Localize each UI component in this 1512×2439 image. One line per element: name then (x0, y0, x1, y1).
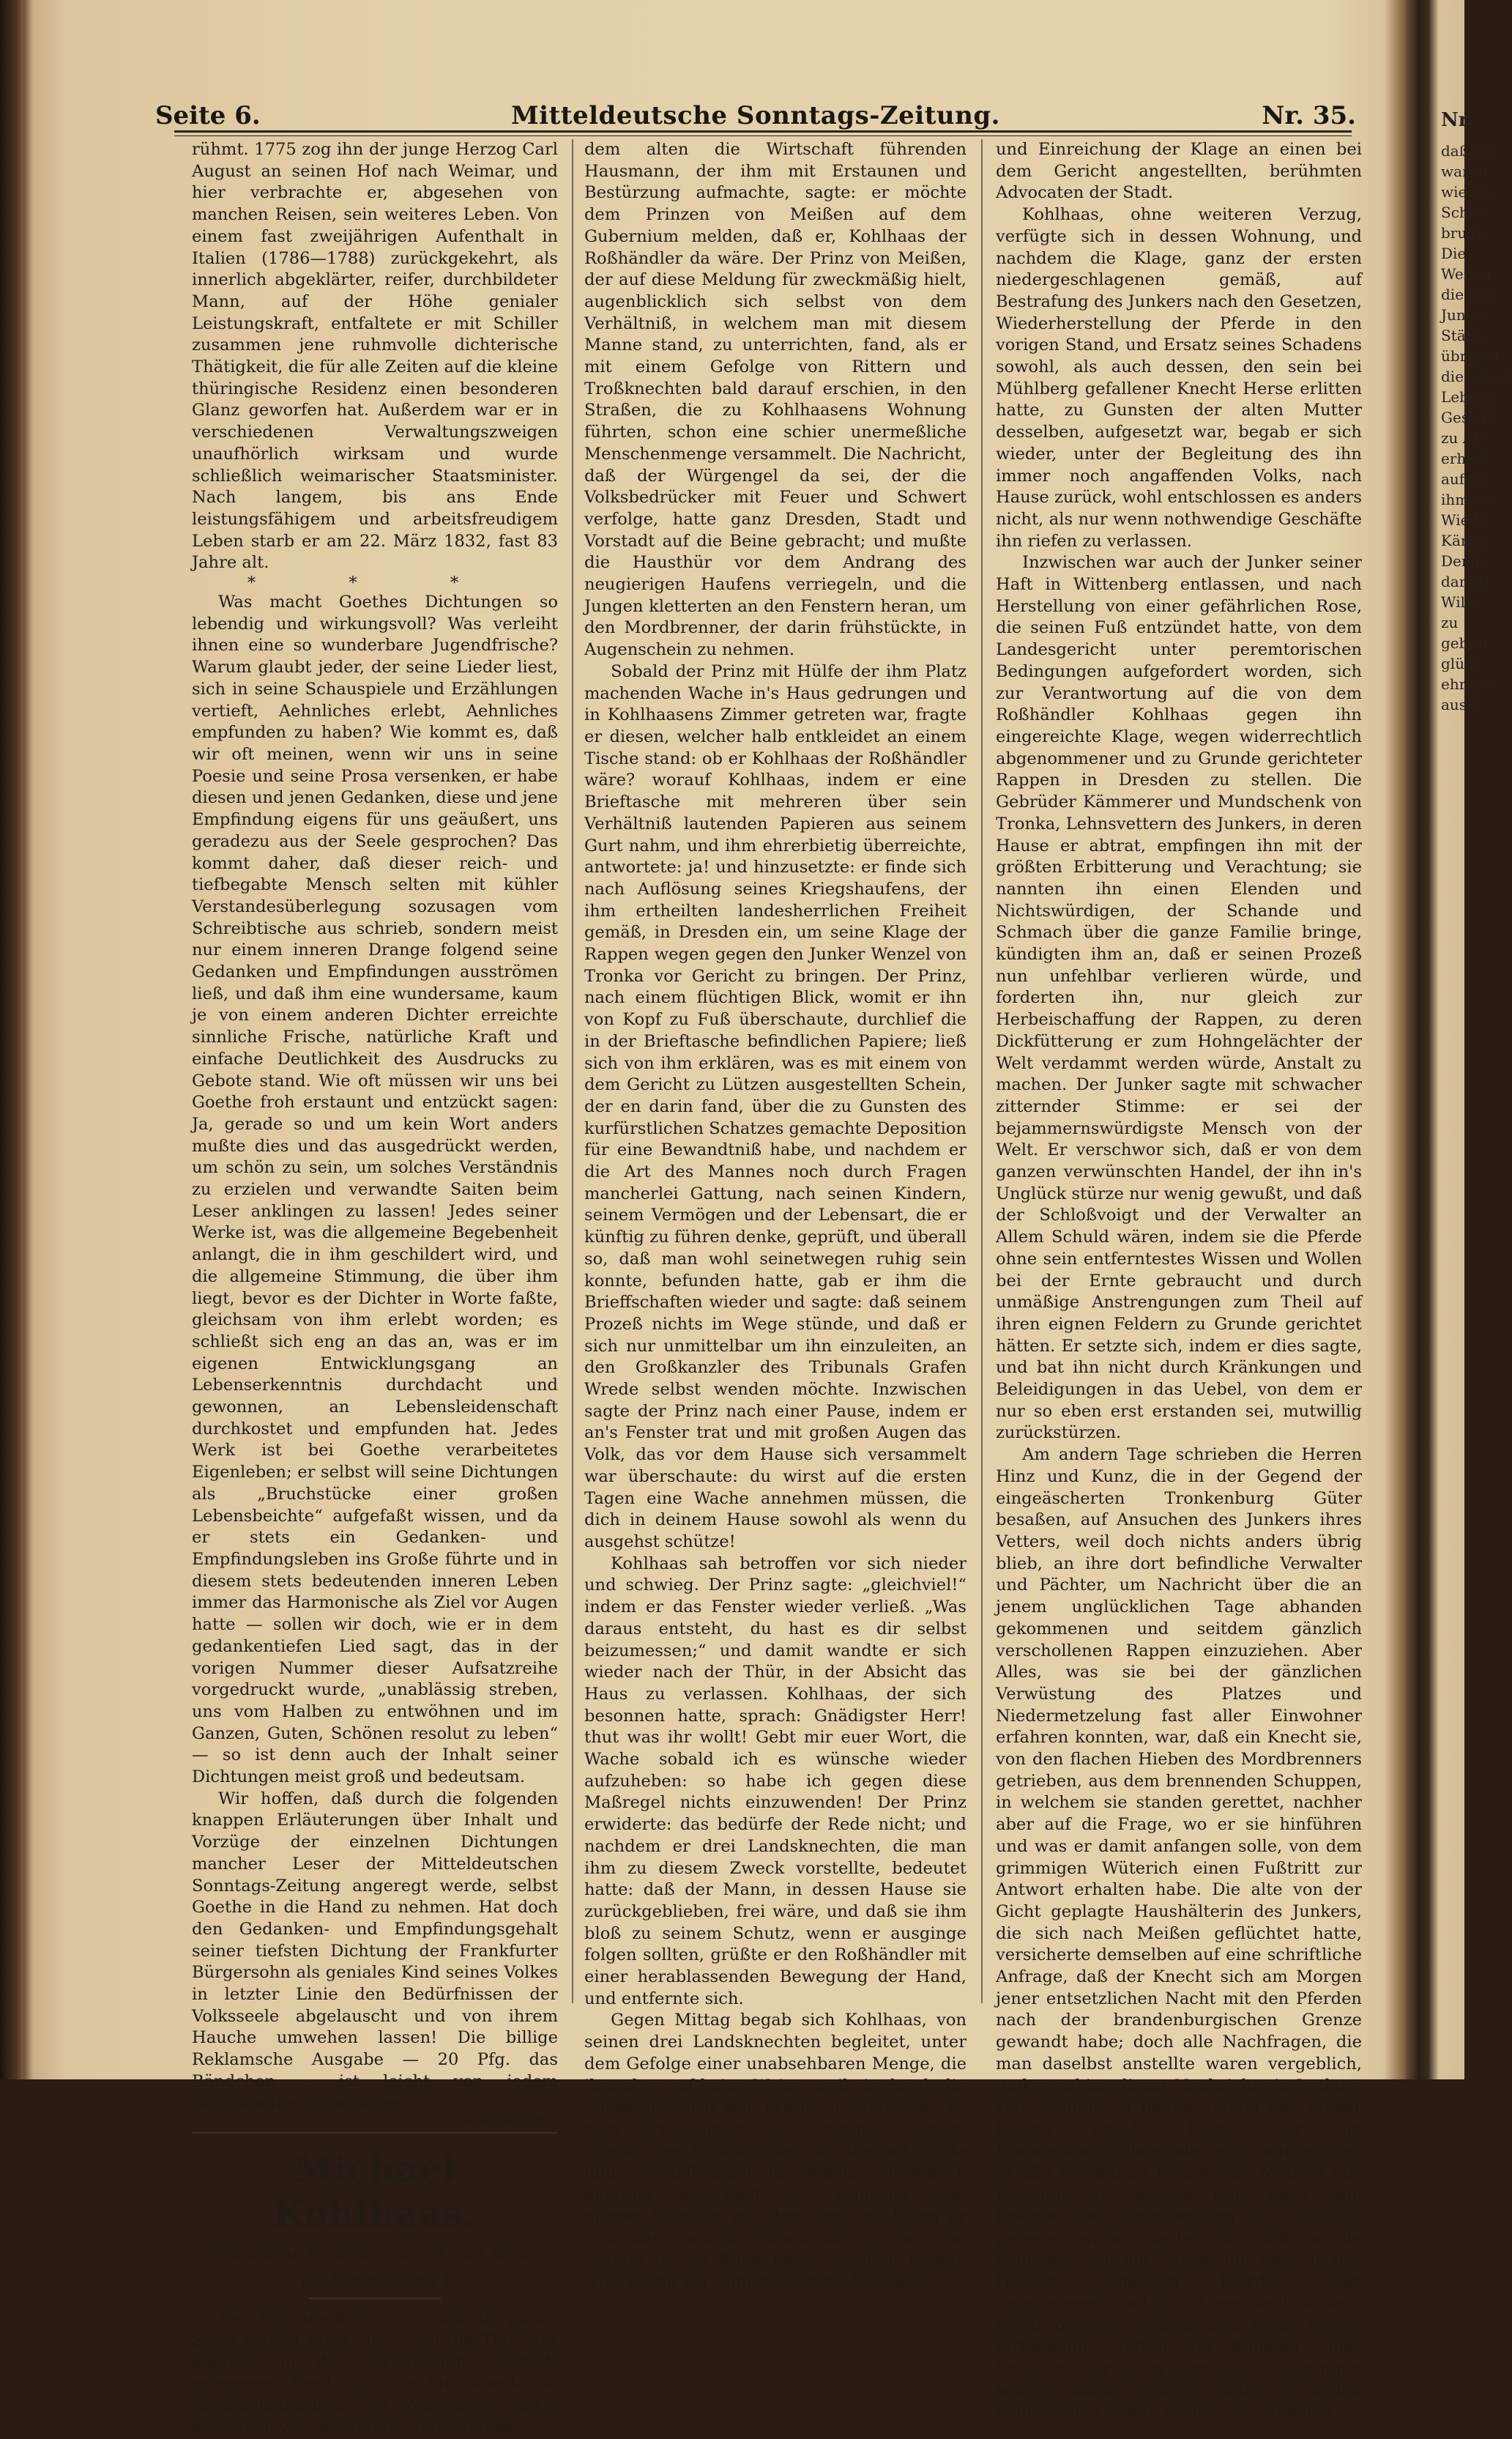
title-separator (309, 2298, 441, 2299)
story-paragraph: Am andern Tage schrieben die Herren Hinz und Kunz, die in der Gegend der eingeäscherten Tronkenburg Güter besaßen, auf Ansuchen des Junkers ihres Vetters, weil doch nichts anders übrig blieb, an ihre dort befindliche Verwalter und Pächter, um Nachricht über die an jenem unglücklichen Tage abhanden gekommenen und seitdem gänzlich verschollenen Rappen einzuziehen. Aber Alles, was sie bei der gänzlichen Verwüstung des Platzes und Niedermetzelung fast aller Einwohner erfahren konnten, war, daß ein Knecht sie, von den flachen Hieben des Mordbrenners getrieben, aus dem brennenden Schuppen, in welchem sie standen gerettet, nachher aber auf die Frage, wo er sie hinführen und was er damit anfangen solle, von dem grimmigen Wüterich einen Fußtritt zur Antwort erhalten habe. Die alte von der Gicht geplagte Haushälterin des Junkers, die sich nach Meißen geflüchtet hatte, versicherte demselben auf eine schriftliche Anfrage, daß der Knecht sich am Morgen jener entsetzlichen Nacht mit den Pferden nach der brandenburgischen Grenze gewandt habe; doch alle Nachfragen, die man daselbst anstellte waren vergeblich, und es schien dieser Nachricht ein Irrthum zum Grunde zu liegen, indem der Junker keinen Knecht hatte, der im Brandenburgischen oder auch nur auf der Straße dorthin zu Hause war. Männer aus Dresden, die wenige Tage nach dem Brande der Tronkenburg in Wilsdruf gewesen waren, sagten aus, daß um die benannte Zeit ein Knecht mit zwei an der Halfter gehenden Pferden dort angekommen und die Thiere, weil sie sehr elend gewesen wären und nicht weiter fortgekonnt hätten, im Kuhstall eines Schäfers, der sie wieder hätte aufbringen wollen, stehen gelassen hätte. Es schien mancherlei Gründe wegen sehr möglich, (996, 1445, 1362, 2422)
next-page-issue-label: Nr. (1441, 109, 1474, 131)
next-page-edge-line: die ern (1441, 286, 1494, 303)
newspaper-title: Mitteldeutsche Sonntags-Zeitung. (511, 101, 1000, 130)
next-page-edge-line: Wilsd (1441, 593, 1483, 611)
story-paragraph: und Einreichung der Klage an einen bei dem Gericht angestellten, berühmten Advocaten der Stadt. (996, 140, 1362, 203)
next-page-edge-line: Lebens- (1441, 388, 1500, 406)
next-page-edge-line: Schlo (1441, 204, 1483, 221)
next-page-edge-text (1441, 109, 1512, 715)
story-paragraph: Kohlhaas, ohne weiteren Verzug, verfügte sich in dessen Wohnung, und nachdem die Klage, ganz der ersten niedergeschlagenen gemäß, auf Bestrafung des Junkers nach den Gesetzen, Wiederherstellung der Pferde in den vorigen Stand, und Ersatz seines Schadens sowohl, als auch dessen, den sein bei Mühlberg gefallener Knecht Herse erlitten hatte, zu Gunsten der alten Mutter desselben, aufgesetzt war, begab er sich wieder, unter der Begleitung des ihn immer noch angaffenden Volks, nach Hause zurück, wohl entschlossen es anders nicht, als nur wenn nothwendige Geschäfte ihn riefen zu verlassen. (996, 205, 1362, 551)
book-binding (0, 0, 23, 2079)
next-page-edge-line: Ställe, (1441, 327, 1489, 344)
section-stars: * * * (247, 573, 503, 593)
header-rule (174, 130, 1352, 136)
next-page-edge-line: zu Ab (1441, 429, 1483, 447)
next-page-edge-line: zu (1441, 614, 1459, 631)
next-page-edge-line: übrigen (1441, 347, 1500, 365)
next-page-edge-line: Kämm (1441, 532, 1489, 549)
story-paragraph: dem alten die Wirtschaft führenden Hausmann, der ihm mit Erstaunen und Bestürzung aufmachte, sagte: er möchte dem Prinzen von Meißen auf dem Gubernium melden, daß er, Kohlhaas der Roßhändler da wäre. Der Prinz von Meißen, der auf diese Meldung für zweckmäßig hielt, augenblicklich sich selbst von dem Verhältniß, in welchem man mit diesem Manne stand, zu unterrichten, fand, als er mit einem Gefolge von Rittern und Troßknechten bald darauf erschien, in den Straßen, die zu Kohlhaasens Wohnung führten, schon eine schier unermeßliche Menschenmenge versammelt. Die Nachricht, daß der Würgengel da sei, der die Volksbedrücker mit Feuer und Schwert verfolge, hatte ganz Dresden, Stadt und Vorstadt auf die Beine gebracht; und mußte die Hausthür vor dem Andrang des neugierigen Haufens verriegeln, und die Jungen kletterten an den Fenstern heran, um den Mordbrenner, der darin frühstückte, in Augenschein zu nehmen. (584, 140, 967, 660)
next-page-edge-line: Gesicht (1441, 409, 1497, 426)
next-page-edge-line: gebun (1441, 634, 1488, 652)
page-number: Seite 6. (155, 101, 261, 130)
story-paragraph: Gegen Mittag begab sich Kohlhaas, von seinen drei Landsknechten begleitet, unter dem Gefolge einer unabsehbaren Menge, die ihm aber auf keine Weise, weil sie durch die Polizei gewarnt war, etwas zu Leide that, zu dem Großkanzler des Tribunals Grafen Wrede. Der Großkanzler, der ihn mit Milde und Freundlichkeit in seinem Vorgemach empfing, unterhielt sich während zwei ganzer Stunden mit ihm, und, nachdem er sich den ganzen Verlauf der Sache, von Anfang bis zu Ende hatte erzählen lassen, wies er ihn zur unmittelbaren Abfassung (584, 2011, 967, 2291)
column-divider (981, 139, 983, 2003)
column-1 (192, 139, 558, 2439)
next-page-edge-line: daß ihr (1441, 142, 1495, 160)
next-page-edge-line: glück (1441, 655, 1482, 672)
next-page-gutter (1406, 0, 1428, 2079)
next-page-edge-line: Wendu (1441, 265, 1492, 283)
column-2 (584, 139, 967, 2293)
next-page-edge-line: waren; (1441, 163, 1493, 180)
story-paragraph: Der Tag brach eben an und die ganze Stadt schlief noch, als er an die Thür der kleinen, in der Pirnaischen Vorstadt gelegenen Besitzung, die ihm durch die Rechtschaffenheit des Amtmanns übrig geblieben war, anklopfte, und Thomas (192, 2309, 558, 2437)
article-separator (192, 2132, 558, 2134)
next-page-edge-line: darauf (1441, 573, 1490, 590)
story-paragraph: Inzwischen war auch der Junker seiner Haft in Wittenberg entlassen, und nach Herstellung von einer gefährlichen Rose, die seinen Fuß entzündet hatte, von dem Landesgericht unter peremtorischen Bedingungen aufgefordert worden, sich zur Verantwortung auf die von dem Roßhändler Kohlhaas gegen ihn eingereichte Klage, wegen widerrechtlich abgenommener und zu Grunde gerichteter Rappen in Dresden zu stellen. Die Gebrüder Kämmerer und Mundschenk von Tronka, Lehnsvettern des Junkers, in deren Hause er abtrat, empfingen ihn mit der größten Erbitterung und Verachtung; sie nannten ihn einen Elenden und Nichtswürdigen, der Schande und Schmach über die ganze Familie bringe, kündigten ihm an, daß er seinen Prozeß nun unfehlbar verlieren würde, und forderten ihn, nur gleich zur Herbeischaffung der Rappen, zu deren Dickfütterung er zum Hohngelächter der Welt verdammt werden würde, Anstalt zu machen. Der Junker sagte mit schwacher zitternder Stimme: er sei der bejammernswürdigste Mensch von der Welt. Er verschwor sich, daß er von dem ganzen verwünschten Handel, der ihn in's Unglück stürze nur wenig gewußt, und daß der Schloßvoigt und der Verwalter an Allem Schuld wären, indem sie die Pferde ohne sein entferntestes Wissen und Wollen bei der Ernte gebraucht und durch unmäßige Anstrengungen zum Theil auf ihren eignen Feldern zu Grunde gerichtet hätten. Er setzte sich, indem er dies sagte, und bat ihn nicht durch Kränkungen und Beleidigungen in das Uebel, von dem er nur so eben erst erstanden sei, mutwillig zurückstürzen. (996, 553, 1362, 1443)
next-page-edge-line: dieselben (1441, 368, 1512, 385)
installment-label: (7. Fortsetzung.) (300, 2270, 450, 2291)
goethe-essay-closing-paragraph: Wir hoffen, daß durch die folgenden knappen Erläuterungen über Inhalt und Vorzüge der einzelnen Dichtungen mancher Leser der Mitteldeutschen Sonntags-Zeitung angeregt werde, selbst Goethe in die Hand zu nehmen. Hat doch den Gedanken- und Empfindungsgehalt seiner tiefsten Dichtung der Frankfurter Bürgersohn als geniales Kind seines Volkes in letzter Linie den Bedürfnissen der Volksseele abgelauscht und von ihrem Hauche umwehen lassen! Die billige Reklamsche Ausgabe — 20 Pfg. das Bändchen — ist leicht von jedem Buchhändler zu beziehen. (192, 1789, 558, 2113)
story-paragraph: Kohlhaas sah betroffen vor sich nieder und schwieg. Der Prinz sagte: „gleichviel!“ indem er das Fenster wieder verließ. „Was daraus entsteht, du hast es dir selbst beizumessen;“ und damit wandte er sich wieder nach der Thür, in der Absicht das Haus zu verlassen. Kohlhaas, der sich besonnen hatte, sprach: Gnädigster Herr! thut was ihr wollt! Gebt mir euer Wort, die Wache sobald ich es wünsche wieder aufzuheben: so habe ich gegen diese Maßregel nichts einzuwenden! Der Prinz erwiderte: das bedürfe der Rede nicht; und nachdem er drei Landsknechten, die man ihm zu diesem Zweck vorstellte, bedeutet hatte: daß der Mann, in dessen Hause sie zurückgeblieben, frei wäre, und daß sie ihm bloß zu seinem Schutz, wenn er ausginge folgen sollten, grüßte er den Roßhändler mit einer herablassenden Bewegung der Hand, und entfernte sich. (584, 1553, 967, 2008)
column-divider (572, 139, 573, 2003)
issue-number: Nr. 35. (1262, 101, 1356, 130)
next-page-edge-line: Wiede (1441, 511, 1488, 529)
next-page-edge-line: Die (1441, 245, 1467, 262)
column-3 (996, 139, 1362, 2424)
next-page-edge-line: aus S (1441, 696, 1482, 713)
next-page-edge-line: ehrlich (1441, 675, 1494, 693)
goethe-biography-paragraph: rühmt. 1775 zog ihn der junge Herzog Carl August an seinen Hof nach Weimar, und hier verbrachte er, abgesehen von manchen Reisen, sein weiteres Leben. Von einem fast zweijährigen Aufenthalt in Italien (1786—1788) zurückgekehrt, als innerlich abgeklärter, reifer, durchbildeter Mann, auf der Höhe genialer Leistungskraft, entfaltete er mit Schiller zusammen jene ruhmvolle dichterische Thätigkeit, die für alle Zeiten auf die kleine thüringische Residenz einen besonderen Glanz geworfen hat. Außerdem war er in verschiedenen Verwaltungszweigen unaufhörlich wirksam und wurde schließlich weimarischer Staatsminister. Nach langem, bis ans Ende leistungsfähigem und arbeitsfreudigem Leben starb er am 22. März 1832, fast 83 Jahre alt. (192, 140, 558, 573)
story-title: Michael Kohlhaas. (274, 2149, 476, 2236)
next-page-edge-line: aufzuv (1441, 470, 1490, 488)
continuation-note: (Fortsetzung folgt.) (453, 2115, 554, 2127)
next-page-edge-line: erhielt (1441, 450, 1490, 467)
next-page-edge-line: wieder, (1441, 183, 1495, 201)
goethe-essay-paragraph: Was macht Goethes Dichtungen so lebendig und wirkungsvoll? Was verleiht ihnen eine so wunderbare Jugendfrische? Warum glaubt jeder, der seine Lieder liest, sich in seine Schauspiele und Erzählungen vertieft, Aehnliches erlebt, Aehnliches empfunden zu haben? Wie kommt es, daß wir oft meinen, wenn wir uns in seine Poesie und seine Prosa versenken, er habe diesen und jenen Gedanken, diese und jene Empfindung eigens für uns geäußert, uns geradezu aus der Seele gesprochen? Das kommt daher, daß dieser reich- und tiefbegabte Mensch selten mit kühler Verstandesüberlegung sozusagen vom Schreibtische aus schrieb, sondern meist nur einem inneren Drange folgend seine Gedanken und Empfindungen ausströmen ließ, und daß ihm eine wundersame, kaum je von einem anderen Dichter erreichte sinnliche Frische, natürliche Kraft und einfache Deutlichkeit des Ausdrucks zu Gebote stand. Wie oft müssen wir uns bei Goethe froh erstaunt und entzückt sagen: Ja, gerade so und um kein Wort anders mußte dies und das ausgedrückt werden, um schön zu sein, um solches Verständnis zu erzielen und verwandte Saiten beim Leser anklingen zu lassen! Jedes seiner Werke ist, was die allgemeine Begebenheit anlangt, die in ihm geschildert wird, und die allgemeine Stimmung, die über ihm liegt, bevor es der Dichter in Worte faßte, gleichsam von ihm erlebt worden; es schließt sich eng an das an, was er im eigenen Entwicklungsgang an Lebenserkenntnis durchdacht und gewonnen, an Lebensleidenschaft durchkostet und empfunden hat. Jedes Werk ist bei Goethe verarbeitetes Eigenleben; er selbst will seine Dichtungen als „Bruchstücke einer großen Lebensbeichte“ aufgefaßt wissen, und da er stets ein Gedanken- und Empfindungsleben ins Große führte und in diesem stets bedeutenden inneren Leben immer das Harmonische als Ziel vor Augen hatte — sollen wir doch, wie er in dem gedankentiefen Lied sagt, das in der vorigen Nummer dieser Aufsatzreihe vorgedruckt wurde, „unablässig streben, uns vom Halben zu entwöhnen und im Ganzen, Guten, Schönen resolut zu leben“ — so ist denn auch der Inhalt seiner Dichtungen meist groß und bedeutsam. (192, 593, 558, 1787)
next-page-edge-line: Denge (1441, 552, 1489, 570)
story-subtitle: Historische Erzählung von H. von Kleist. (208, 2245, 542, 2264)
next-page-edge-line: ihm zu (1441, 491, 1491, 508)
next-page-edge-line: brut b (1441, 224, 1487, 242)
next-page-edge-line: Junker (1441, 306, 1491, 324)
story-paragraph: Sobald der Prinz mit Hülfe der ihm Platz machenden Wache in's Haus gedrungen und in Kohlhaasens Zimmer getreten war, fragte er diesen, welcher halb entkleidet an einem Tische stand: ob er Kohlhaas der Roßhändler wäre? worauf Kohlhaas, indem er eine Brieftasche mit mehreren über sein Verhältniß lautenden Papieren aus seinem Gurt nahm, und ihm ehrerbietig überreichte, antwortete: ja! und hinzusetzte: er finde sich nach Auflösung seines Kriegshaufens, der ihm ertheilten landesherrlichen Freiheit gemäß, in Dresden ein, um seine Klage der Rappen wegen gegen den Junker Wenzel von Tronka vor Gericht zu bringen. Der Prinz, nach einem flüchtigen Blick, womit er ihn von Kopf zu Fuß überschaute, durchlief die in der Brieftasche befindlichen Papiere; ließ sich von ihm erklären, was es mit einem von dem Gericht zu Lützen ausgestellten Schein, der en darin fand, über die zu Gunsten des kurfürstlichen Schatzes gemachte Deposition für eine Bewandtniß habe, und nachdem er die Art des Mannes noch durch Fragen mancherlei Gattung, nach seinen Kindern, seinem Vermögen und der Lebensart, die er künftig zu führen denke, geprüft, und überall so, daß man wohl seinetwegen ruhig sein konnte, befunden hatte, gab er ihm die Brieffschaften wieder und sagte: daß seinem Prozeß nichts im Wege stünde, und daß er sich nur unmittelbar um ihn einzuleiten, an den Großkanzler des Tribunals Grafen Wrede selbst wenden möchte. Inzwischen sagte der Prinz nach einer Pause, indem er an's Fenster trat und mit großen Augen das Volk, das vor dem Hause sich versammelt war überschaute: du wirst auf die ersten Tagen eine Wache annehmen müssen, die dich in deinem Hause sowohl als wenn du ausgehst schütze! (584, 661, 967, 1551)
